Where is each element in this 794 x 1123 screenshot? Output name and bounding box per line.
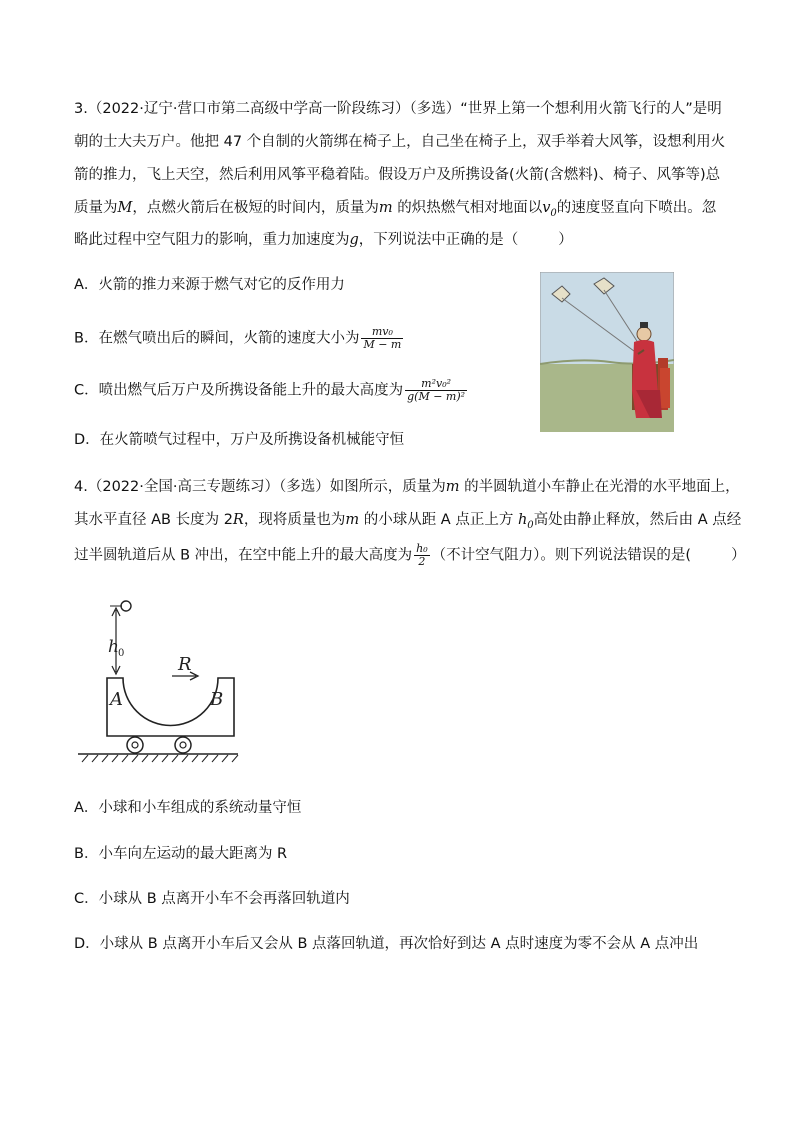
q4-option-d: D．小球从 B 点离开小车后又会从 B 点落回轨道，再次恰好到达 A 点时速度为零不会从 A 点冲出 <box>74 936 699 952</box>
q3-line-1: 3.（2022·辽宁·营口市第二高级中学高一阶段练习）（多选）“世界上第一个想利用火箭飞行的人”是明 <box>74 101 722 117</box>
q3-source: （2022·辽宁·营口市第二高级中学高一阶段练习） <box>87 101 410 117</box>
q4-number: 4. <box>74 479 88 495</box>
q3-option-c-fraction: $\frac{\text{m²v₀²}}{\text{g(M − m)²}}$ <box>407 377 466 403</box>
ball-icon <box>121 601 131 611</box>
q3-option-d: D．在火箭喷气过程中，万户及所携设备机械能守恒 <box>74 432 405 448</box>
svg-text:0: 0 <box>118 648 125 659</box>
q4-option-c: C．小球从 B 点离开小车不会再落回轨道内 <box>74 891 350 907</box>
q3-number: 3. <box>74 101 88 117</box>
r-label: R <box>178 654 192 675</box>
q3-line-4: 质量为M，点燃火箭后在极短的时间内，质量为m 的炽热燃气相对地面以$v_0$的速度竖直向下喷出。忽 <box>74 200 717 219</box>
q4-line-3: 过半圆轨道后从 B 冲出，在空中能上升的最大高度为 $\frac{\text{h₀}}{2}$ （不计空气阻力）。则下列说法错误的是( ） <box>74 542 746 568</box>
h0-label: h <box>108 637 119 657</box>
q3-option-b-fraction: $\frac{\text{mv₀}}{M - m}$ <box>363 325 402 351</box>
q3-option-c: C．喷出燃气后万户及所携设备能上升的最大高度为 $\frac{\text{m²v₀²}}{\text{g(M − m)²}}$ <box>74 377 466 403</box>
q4-option-a: A．小球和小车组成的系统动量守恒 <box>74 800 302 816</box>
q3-line-2: 朝的士大夫万户。他把 47 个自制的火箭绑在椅子上，自己坐在椅子上，双手举着大风筝，设想利用火 <box>74 134 726 150</box>
q3-line-5: 略此过程中空气阻力的影响，重力加速度为g，下列说法中正确的是（ ） <box>74 232 573 248</box>
q3-option-a: A．火箭的推力来源于燃气对它的反作用力 <box>74 277 345 293</box>
q4-source: （2022·全国·高三专题练习） <box>87 479 279 495</box>
q4-type: （多选） <box>278 479 330 495</box>
q3-type: （多选） <box>409 101 461 117</box>
wan-hu-illustration <box>540 272 674 432</box>
a-label: A <box>110 689 123 710</box>
b-label: B <box>210 689 224 710</box>
q4-height-fraction: $\frac{\text{h₀}}{2}$ <box>416 542 428 568</box>
q3-line-3: 箭的推力，飞上天空，然后利用风筝平稳着陆。假设万户及所携设备(火箭(含燃料)、椅子、风筝等)总 <box>74 167 721 183</box>
q4-line-2: 其水平直径 AB 长度为 2R，现将质量也为m 的小球从距 A 点正上方 $h_0$高处由静止释放，然后由 A 点经 <box>74 512 742 531</box>
q4-line-1: 4.（2022·全国·高三专题练习）（多选）如图所示，质量为m 的半圆轨道小车静止在光滑的水平地面上， <box>74 479 740 495</box>
q3-option-b: B．在燃气喷出后的瞬间，火箭的速度大小为 $\frac{\text{mv₀}}{M - m}$ <box>74 325 402 351</box>
wheel-icon <box>127 737 191 753</box>
q4-option-b: B．小车向左运动的最大距离为 R <box>74 846 288 862</box>
cart-track-diagram <box>70 598 250 766</box>
